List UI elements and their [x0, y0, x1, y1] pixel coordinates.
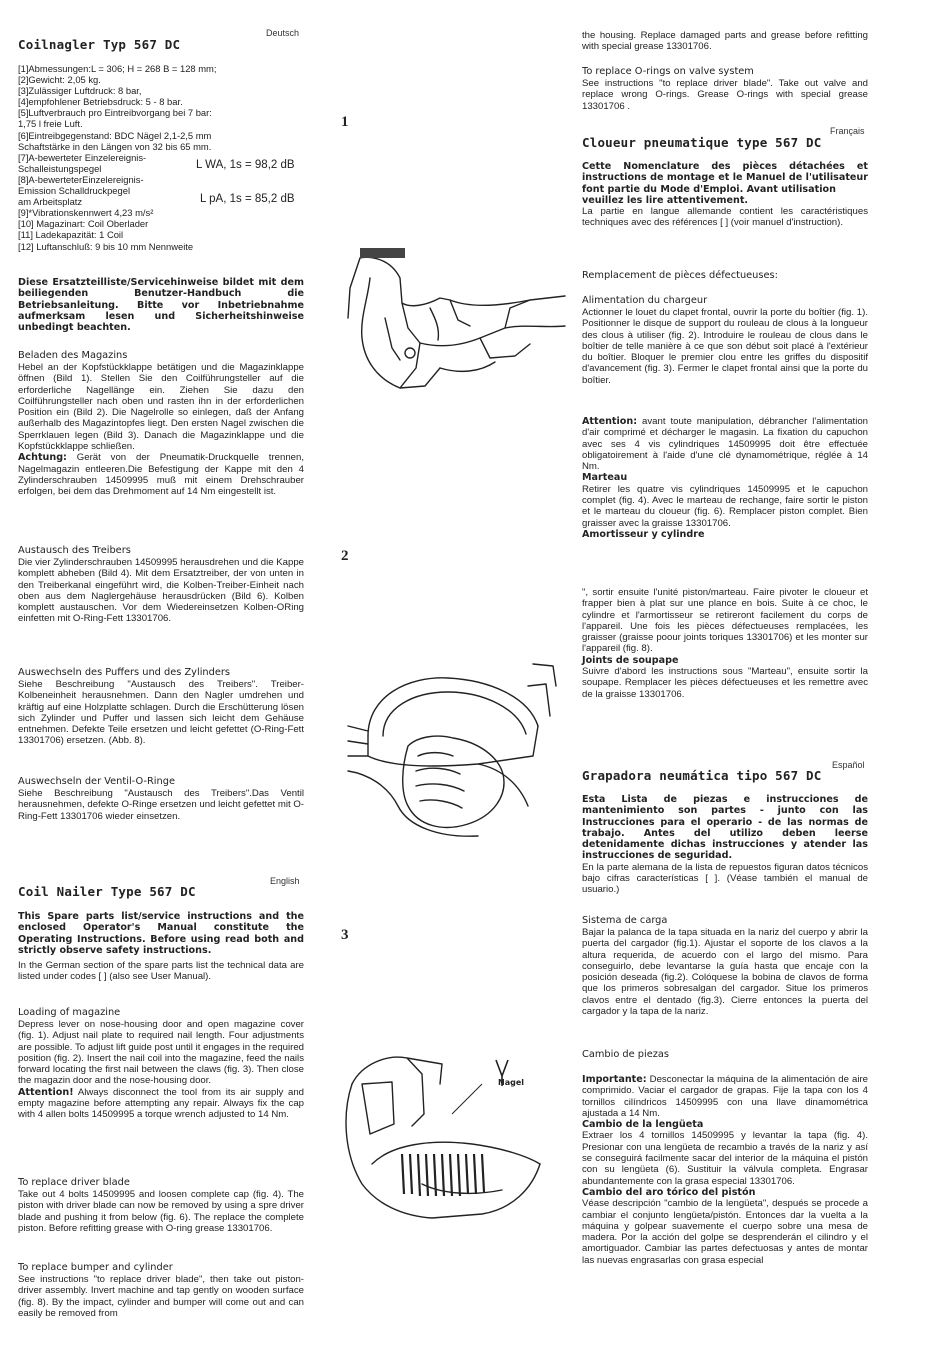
section-es-loading — [582, 915, 868, 1017]
lpa-value: L pA, 1s = 85,2 dB — [200, 193, 295, 206]
spec-line: [2]Gewicht: 2,05 kg. — [18, 74, 101, 86]
heading-es-parts: Cambio de piezas — [582, 1049, 670, 1060]
paragraph-es-loading: Bajar la palanca de la tapa situada en la nariz del cuerpo y abrir la puerta del cargador (fig.1). Ajustar el soporte de los clavos a la altura requerida, de acuerdo con el largo del mismo. Para conseguirlo, debe levantarse la guía hasta que encaje con la posición deseada (fig.2). Colóquese la bobina de clavos de forma que los primeros sobresalgan del cargador. Situe los primeros clavos entre el dentado (fig.3). Cierre entonces la puerta del cargador y la tapa de la nariz. — [582, 927, 868, 1018]
intro2-es: En la parte alemana de la lista de repuestos figuran datos técnicos bajo cifras características [ ]. (Véase también el manual de usuario.) — [582, 861, 868, 896]
spec-line: [4]empfohlener Betriebsdruck: 5 - 8 bar. — [18, 96, 183, 108]
section-de-loading — [18, 350, 304, 498]
paragraph-fr-valve: Suivre d'abord les instructions sous "Marteau", ensuite sortir la soupape. Remplacer les pièces défectueuses et les remettre avec de la graisse 13301706. — [582, 666, 868, 700]
heading-fr-bumper: Amortisseur y cylindre — [582, 528, 705, 540]
spec-line: [11] Ladekapazität: 1 Coil — [18, 229, 124, 241]
heading-es-oring: Cambio del aro tórico del pistón — [582, 1186, 756, 1198]
spec-line: [12] Luftanschluß: 9 bis 10 mm Nennweite — [18, 240, 194, 252]
section-en-driver — [18, 1177, 304, 1234]
intro2-fr: La partie en langue allemande contient les caractéristiques techniques avec des références [ ] (voir manuel d'instruction). — [582, 206, 868, 229]
intro-es: Esta Lista de piezas e instrucciones de mantenimiento son partes - junto con las Instrucciones para el operario - de las normas de trabajo. Antes del utilizo deben leerse detenidamente dichas instrucciones y atender las instrucciones de seguridad. — [582, 794, 868, 862]
figure-number-3: 3 — [341, 927, 349, 943]
attention-label-fr: Attention: — [582, 416, 638, 427]
spec-line: [8]A-bewerteterEinzelereignis- — [18, 173, 144, 185]
intro-fr-block — [582, 161, 868, 229]
figure-3-illustration — [332, 1044, 552, 1234]
heading-es-loading: Sistema de carga — [582, 915, 668, 926]
lang-label-de: Deutsch — [266, 28, 300, 38]
attention-label-en: Attention! — [18, 1086, 74, 1098]
heading-de-bumper: Auswechseln des Puffers und des Zylinders — [18, 667, 231, 678]
section-fr-loading — [582, 295, 868, 386]
figure-number-2: 2 — [341, 548, 349, 564]
paragraph-de-valve: Siehe Beschreibung "Austausch des Treibers".Das Ventil herausnehmen, defekte O-Ringe ersetzen und leicht gefettet mit O-Ring-Fett 13301706 wieder einsetzen. — [18, 788, 304, 822]
heading-de-valve: Auswechseln der Ventil-O-Ringe — [18, 776, 175, 787]
heading-en-loading: Loading of magazine — [18, 1007, 121, 1018]
paragraph-fr-bumper: ", sortir ensuite l'unité piston/marteau. Faire pivoter le cloueur et frapper bien à plat sur une plance en bois. Suite à ce choc, le cylindre et l'armortisseur se retireront facilement du corps de l'appareil. Une fois les pièces défectueuses remplacées, les graisser (graisse poour joints toriques 13301706) et les monter sur l'appareil (fig. 8). — [582, 587, 868, 655]
spec-line — [18, 193, 306, 208]
heading-en-valve: To replace O-rings on valve system — [582, 66, 754, 77]
intro-fr-b: veuillez les lire attentivement. — [582, 194, 749, 206]
heading-fr-valve: Joints de soupape — [582, 654, 679, 666]
attention-text-de: Gerät von der Pneumatik-Druckquelle trennen, Nagelmagazin entleeren.Die Befestigung der Kappe mit den 4 Zylinderschrauben 14509995 muß mit einem Drehschrauber erfolgen, bei dem das Drehmoment auf 14 Nm eingestellt ist. — [18, 452, 304, 498]
heading-es-tongue: Cambio de la lengüeta — [582, 1119, 704, 1131]
title-fr: Cloueur pneumatique type 567 DC — [582, 135, 822, 150]
heading-de-loading: Beladen des Magazins — [18, 350, 128, 361]
spec-line: [7]A-bewerteter Einzelereignis- — [18, 151, 147, 163]
paragraph-de-driver: Die vier Zylinderschrauben 14509995 herausdrehen und die Kappe komplett abheben (Bild 4). Mit dem Ersatztreiber, der von unten in den Treiberkanal eingeführt wird, die Kolben-Treiber-Einheit nach oben aus dem Naglergehäuse herausdrücken (Bild 6). Kolben komplett austauschen. Vor dem Wiedereinsetzen Kolben-ORing einfetten mit O-Ring-Fett 13301706. — [18, 557, 304, 625]
section-de-bumper — [18, 667, 304, 747]
figure-2-illustration — [328, 656, 558, 846]
spec-list-de — [18, 63, 306, 252]
spec-line: 1,75 l freie Luft. — [18, 118, 83, 130]
heading-fr-replace: Remplacement de pièces défectueuses: — [582, 270, 778, 281]
attention-label-de: Achtung: — [18, 452, 67, 464]
heading-en-driver: To replace driver blade — [18, 1177, 130, 1188]
heading-en-bumper: To replace bumper and cylinder — [18, 1262, 173, 1273]
paragraph-en-bumper-cont: the housing. Replace damaged parts and grease before refitting with special grease 13301706. — [582, 30, 868, 53]
section-de-driver — [18, 545, 304, 625]
attention-text-en: Always disconnect the tool from its air supply and empty magazine before attempting any repair. Always fix the cap with 4 allen bolts 14509995 a torque wrench adjusted to 14 Nm. — [18, 1086, 304, 1121]
section-en-valve — [582, 66, 868, 112]
lang-label-es: Español — [832, 760, 865, 770]
lang-label-fr: Français — [830, 126, 865, 136]
paragraph-en-attention — [18, 1087, 304, 1121]
section-fr-bumper — [582, 587, 868, 700]
heading-fr-loading: Alimentation du chargeur — [582, 295, 708, 306]
paragraph-es-important — [582, 1074, 868, 1119]
paragraph-de-bumper: Siehe Beschreibung "Austausch des Treibers". Treiber-Kolbeneinheit herausnehmen. Dann den Nagler umdrehen und kräftig auf eine Holzplatte schlagen. Durch die Erschütterung lösen sich Zylinder und Puffer und lassen sich leicht dem Gehäuse entnehmen. Defekte Teile ersetzen und leicht gefettet (O-Ring-Fett 13301706) ersetzen. (Abb. 8). — [18, 679, 304, 747]
section-de-valve — [18, 776, 304, 822]
section-en-bumper — [18, 1262, 304, 1319]
section-fr-attention — [582, 416, 868, 540]
attention-text-fr: avant toute manipulation, débrancher l'alimentation d'air comprimé et décharger le magasin. La fixation du capuchon avec ses 4 vis cylindriques 14509995 doit être effectuée obligatoirement à l'aide d'une clé dynamométrique, réglée à 14 Nm. — [582, 416, 868, 473]
title-en: Coil Nailer Type 567 DC — [18, 884, 196, 899]
spec-line — [18, 158, 306, 174]
paragraph-fr-hammer: Retirer les quatre vis cylindriques 14509995 et le capuchon complet (fig. 4). Avec le marteau de rechange, faire sortir le piston et le marteau du cloueur (fig. 6). Remplacer piston complet. Bien graisser avec la graisse 13301706. — [582, 483, 868, 529]
title-es: Grapadora neumática tipo 567 DC — [582, 768, 822, 783]
nagel-label: Nagel — [498, 1078, 524, 1087]
figure-1-illustration — [330, 248, 570, 408]
paragraph-es-oring: Véase descripción "cambio de la lengüeta", después se procede a cambiar el conjunto lengüeta/pistón. Entonces dar la vuelta a la máquina y golpear suavemente el cuerpo sobre una mesa de madera. Por la acción del golpe se desprenderán el cilindro y el amortiguador. Cambiar las partes defectuosas y antes de montar las nuevas engrasarlas con grasa especial — [582, 1198, 868, 1266]
heading-es-parts-wrap — [582, 1049, 868, 1061]
paragraph-en-driver: Take out 4 bolts 14509995 and loosen complete cap (fig. 4). The piston with driver blade can now be removed by using a spre driver blade and pushing it from below (fig. 6). The replace the complete piston. Before refitting grease with O-ring grease 13301706. — [18, 1189, 304, 1234]
paragraph-en-loading: Depress lever on nose-housing door and open magazine cover (fig. 1). Adjust nail plate to required nail length. Four adjustments are possible. To adjust lift guide post until it engages in the required position (fig. 2). Insert the nail coil into the magazine, feed the nails forward locating the first nail between the claws (fig. 3). Then close the magazin door and the nose-housing door. — [18, 1019, 304, 1087]
intro-en: This Spare parts list/service instructions and the enclosed Operator's Manual constitute the Operating Instructions. Before using read both and strictly observe safety instructions. — [18, 911, 304, 956]
important-text-es: Desconectar la máquina de la alimentación de aire comprimido. Vaciar el cargador de grapas. Fije la tapa con los 4 tornillos cilíndricos 14509995 con una llave dinamométrica ajustada a 14 Nm. — [582, 1074, 868, 1119]
intro-es-block — [582, 794, 868, 896]
section-en-loading — [18, 1007, 304, 1121]
paragraph-fr-attention — [582, 416, 868, 472]
heading-fr-hammer: Marteau — [582, 472, 628, 484]
intro2-en: In the German section of the spare parts list the technical data are listed under codes [ ] (also see User Manual). — [18, 960, 304, 983]
lang-label-en: English — [270, 876, 300, 886]
paragraph-en-bumper: See instructions "to replace driver blade", then take out piston-driver assembly. Invert machine and tap gently on wooden surface (fig. 8). By the impact, cylinder and bumper will come out and can easily be removed from — [18, 1274, 304, 1319]
section-es-important — [582, 1074, 868, 1266]
intro-fr: Cette Nomenclature des pièces détachées et instructions de montage et le Manuel de l'utilisateur font partie du Mode d'Emploi. Avant utilisation — [582, 161, 868, 195]
spec-line: am Arbeitsplatz — [18, 196, 83, 208]
paragraph-en-valve: See instructions "to replace driver blade". Take out valve and replace wrong O-rings. Grease O-rings with special grease 13301706 . — [582, 78, 868, 112]
paragraph-de-loading: Hebel an der Kopfstückklappe betätigen und die Magazinklappe öffnen (Bild 1). Stellen Sie den Coilführungsteller auf die erforderliche Nagellänge ein. Ziehen Sie dazu den Coilführungsteller nach oben und rasten ihn in der erforderlichen Position ein (Bild 2). Die Nagelrolle so einlegen, daß der Anfang außerhalb des Magazintopfes liegt. Den ersten Nagel zwischen die Sperrklauen legen (Bild 3). Danach die Magazinklappe und die Kopfstückklappe schließen. — [18, 362, 304, 453]
spec-line: Emission Schalldruckpegel — [18, 185, 131, 197]
lwa-value: L WA, 1s = 98,2 dB — [196, 158, 295, 171]
spec-line: [1]Abmessungen:L = 306; H = 268 B = 128 mm; — [18, 63, 217, 74]
spec-line: [3]Zulässiger Luftdruck: 8 bar, — [18, 85, 142, 97]
spec-line: [6]Eintreibgegenstand: BDC Nägel 2,1-2,5 mm — [18, 129, 212, 141]
intro-de: Diese Ersatzteilliste/Servicehinweise bildet mit dem beiliegenden Benutzer-Handbuch die Betriebsanleitung. Bitte vor Inbetriebnahme aufmerksam lesen und Sicherheitshinweise unbedingt beachten. — [18, 277, 304, 334]
paragraph-es-tongue: Extraer los 4 tornillos 14509995 y levantar la tapa (fig. 4). Presionar con una lengüeta de recambio a través de la nariz y así se conseguirá facilmente sacar del interior de la máquina el pistón con su lengüeta (6). Sustituir la válvula completa. Engrasar abundantemente con la grasa especial 13301706. — [582, 1130, 868, 1187]
title-de: Coilnagler Typ 567 DC — [18, 37, 181, 52]
spec-line: [10] Magazinart: Coil Oberlader — [18, 218, 149, 230]
heading-fr-replace-wrap — [582, 270, 868, 282]
spec-line: Schaftstärke in den Längen von 32 bis 65 mm. — [18, 140, 212, 152]
paragraph-de-attention — [18, 452, 304, 497]
spec-line: Schalleistungspegel — [18, 162, 102, 174]
spec-line: [9]*Vibrationskennwert 4,23 m/s² — [18, 207, 154, 219]
paragraph-fr-loading: Actionner le louet du clapet frontal, ouvrir la porte du boîtier (fig. 1). Positionner le disque de support du rouleau de clous à la longueur des clous à utiliser (fig. 2). Introduire le rouleau de clous dans le boîtier de telle manière à ce que son début soit placé à l'extérieur du boîtier. Bloquer le premier clou entre les griffes du dispositif d'avancement (fig. 3). Fermer le clapet frontal ainsi que la porte du boîtier. — [582, 307, 868, 386]
important-label-es: Importante: — [582, 1074, 647, 1085]
spec-line: [5]Luftverbrauch pro Eintreibvorgang bei 7 bar: — [18, 107, 212, 119]
figure-number-1: 1 — [341, 114, 349, 130]
heading-de-driver: Austausch des Treibers — [18, 545, 131, 556]
